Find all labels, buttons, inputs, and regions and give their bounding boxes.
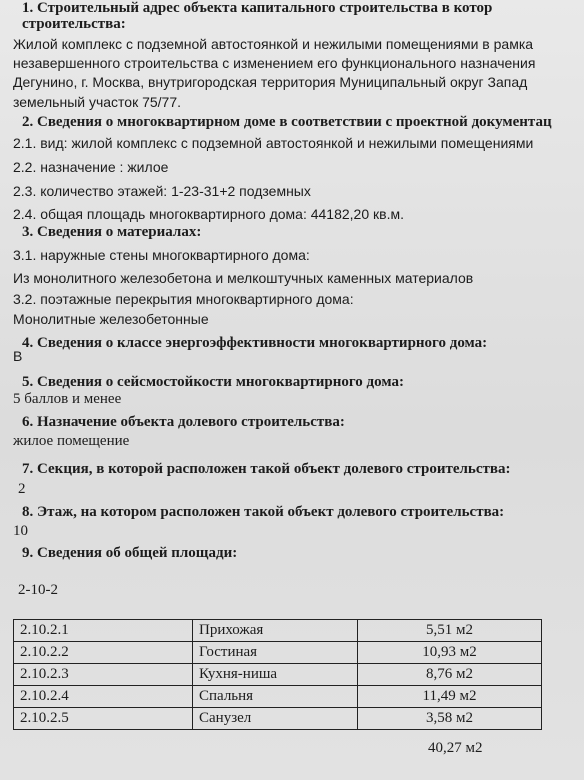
section-1-heading-line2: строительства: xyxy=(22,16,126,32)
room-area: 11,49 м2 xyxy=(358,686,542,708)
section-4-value: В xyxy=(13,348,23,364)
room-area: 8,76 м2 xyxy=(358,664,542,686)
address-line-3: Дегунино, г. Москва, внутригородская территория Муниципальный округ Запад xyxy=(13,74,528,90)
table-row xyxy=(14,708,542,730)
section-5-heading: 5. Сведения о сейсмостойкости многоквартирного дома: xyxy=(22,374,404,390)
room-name: Кухня-ниша xyxy=(193,664,358,686)
room-code: 2.10.2.3 xyxy=(14,664,193,686)
section-6-heading: 6. Назначение объекта долевого строительства: xyxy=(22,414,345,430)
apartment-number: 2-10-2 xyxy=(18,582,58,598)
room-name: Спальня xyxy=(193,686,358,708)
section-2-heading: 2. Сведения о многоквартирном доме в соответствии с проектной документац xyxy=(22,114,552,130)
room-code: 2.10.2.4 xyxy=(14,686,193,708)
address-line-1: Жилой комплекс с подземной автостоянкой и нежилыми помещениями в рамка xyxy=(13,36,534,52)
room-name: Санузел xyxy=(193,708,358,730)
section-4-heading: 4. Сведения о классе энергоэффективности многоквартирного дома: xyxy=(22,335,488,351)
item-2-3: 2.3. количество этажей: 1-23-31+2 подземных xyxy=(13,183,311,199)
section-1-heading-line1: 1. Строительный адрес объекта капитального строительства в котор xyxy=(22,0,493,16)
table-row xyxy=(14,620,542,642)
section-5-value: 5 баллов и менее xyxy=(13,391,122,407)
table-row xyxy=(14,664,542,686)
table-row xyxy=(14,642,542,664)
room-code: 2.10.2.5 xyxy=(14,708,193,730)
table-row xyxy=(14,686,542,708)
item-2-4: 2.4. общая площадь многоквартирного дома: 44182,20 кв.м. xyxy=(13,206,404,222)
item-2-2: 2.2. назначение : жилое xyxy=(13,159,169,175)
room-area: 5,51 м2 xyxy=(358,620,542,642)
section-6-value: жилое помещение xyxy=(13,433,130,449)
item-2-1: 2.1. вид: жилой комплекс с подземной автостоянкой и нежилыми помещениями xyxy=(13,135,534,151)
section-7-heading: 7. Секция, в которой расположен такой объект долевого строительства: xyxy=(22,461,511,477)
section-8-heading: 8. Этаж, на котором расположен такой объект долевого строительства: xyxy=(22,504,505,520)
item-3-2-value: Монолитные железобетонные xyxy=(13,311,209,327)
total-area: 40,27 м2 xyxy=(428,740,483,756)
section-3-heading: 3. Сведения о материалах: xyxy=(22,224,202,240)
item-3-2: 3.2. поэтажные перекрытия многоквартирного дома: xyxy=(13,291,354,307)
room-code: 2.10.2.1 xyxy=(14,620,193,642)
item-3-1: 3.1. наружные стены многоквартирного дома: xyxy=(13,247,310,263)
room-area: 3,58 м2 xyxy=(358,708,542,730)
room-name: Гостиная xyxy=(193,642,358,664)
address-line-4: земельный участок 75/77. xyxy=(13,94,182,110)
room-area: 10,93 м2 xyxy=(358,642,542,664)
area-table xyxy=(13,619,542,730)
section-8-value: 10 xyxy=(13,523,28,539)
room-code: 2.10.2.2 xyxy=(14,642,193,664)
section-9-heading: 9. Сведения об общей площади: xyxy=(22,545,238,561)
item-3-1-value: Из монолитного железобетона и мелкоштучных каменных материалов xyxy=(13,270,474,286)
section-7-value: 2 xyxy=(18,481,26,497)
address-line-2: незавершенного строительства с изменением его функционального назначения xyxy=(13,55,536,71)
room-name: Прихожая xyxy=(193,620,358,642)
